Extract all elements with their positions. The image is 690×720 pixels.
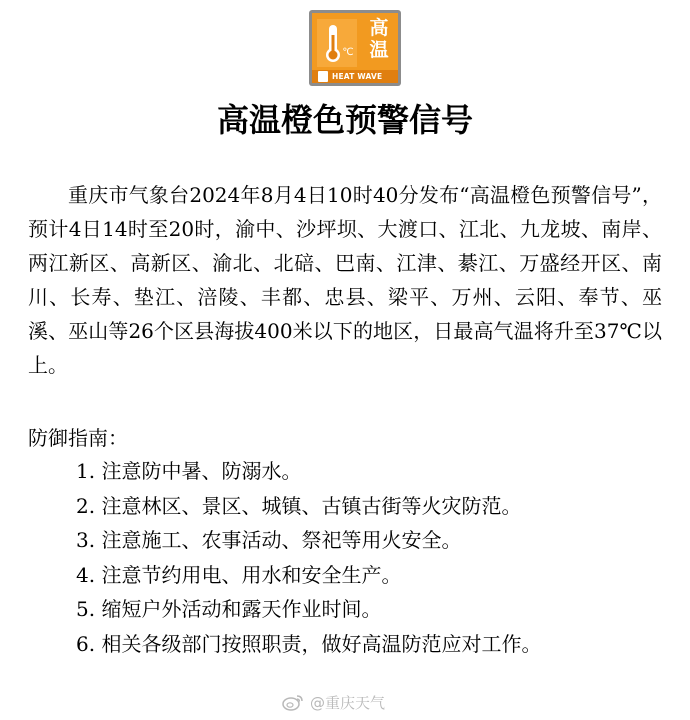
guide-item-2: 2. 注意林区、景区、城镇、古镇古街等火灾防范。 (76, 493, 522, 518)
watermark-text: @重庆天气 (310, 693, 386, 712)
guide-item-6: 6. 相关各级部门按照职责，做好高温防范应对工作。 (76, 631, 542, 656)
heat-wave-warning-badge (309, 10, 401, 86)
weibo-icon (282, 693, 304, 711)
guide-item-4: 4. 注意节约用电、用水和安全生产。 (76, 562, 402, 587)
badge-orange-panel (312, 13, 398, 83)
weibo-watermark (282, 690, 385, 714)
warning-body-text: 重庆市气象台2024年8月4日10时40分发布“高温橙色预警信号”，预计4日14时至20时，渝中、沙坪坝、大渡口、江北、九龙坡、南岸、两江新区、高新区、渝北、北碚、巴南、江津、綦江、万盛经开区、南川、长寿、垫江、涪陵、丰都、忠县、梁平、万州、云阳、奉节、巫溪、巫山等26个区县海拔400米以下的地区，日最高气温将升至37℃以上。 (28, 183, 662, 377)
guide-item-3: 3. 注意施工、农事活动、祭祀等用火安全。 (76, 528, 462, 552)
defense-guide-title: 防御指南： (28, 426, 128, 450)
badge-char-high: 高 (369, 17, 389, 39)
warning-level-icon (318, 71, 328, 82)
guide-item-5: 5. 缩短户外活动和露天作业时间。 (76, 597, 382, 621)
defense-guide-list (76, 454, 541, 661)
badge-bottom-band (312, 70, 398, 83)
badge-chinese-label (362, 17, 396, 61)
badge-english-label: HEAT WAVE (332, 72, 383, 81)
thermometer-icon (317, 19, 357, 67)
badge-unit: ℃ (342, 47, 354, 58)
page-title: 高温橙色预警信号 (216, 101, 473, 139)
guide-item-1: 1. 注意防中暑、防溺水。 (76, 459, 302, 483)
badge-char-temp: 温 (369, 39, 389, 61)
